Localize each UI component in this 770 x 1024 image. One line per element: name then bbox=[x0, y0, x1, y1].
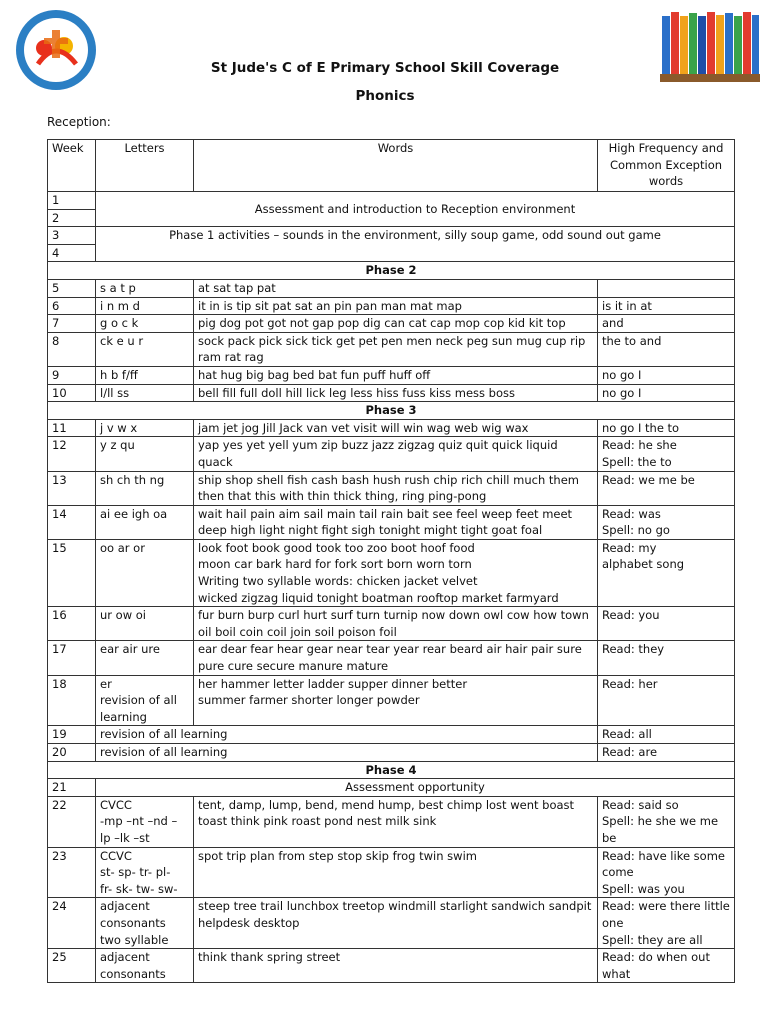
week-cell: 2 bbox=[48, 209, 96, 227]
words-cell: jam jet jog Jill Jack van vet visit will win wag web wig wax bbox=[194, 419, 598, 437]
week-cell: 12 bbox=[48, 437, 96, 471]
week-cell: 18 bbox=[48, 675, 96, 726]
words-cell: tent, damp, lump, bend, mend hump, best chimp lost went boast toast think pink roast pond nest milk sink bbox=[194, 796, 598, 847]
hf-words-cell: Read: all bbox=[598, 726, 735, 744]
week-cell: 9 bbox=[48, 366, 96, 384]
hf-words-cell: the to and bbox=[598, 332, 735, 366]
letters-cell: j v w x bbox=[96, 419, 194, 437]
letters-cell: h b f/ff bbox=[96, 366, 194, 384]
phase-2-heading: Phase 2 bbox=[48, 262, 735, 280]
hf-words-cell: and bbox=[598, 315, 735, 333]
words-cell: sock pack pick sick tick get pet pen men neck peg sun mug cup rip ram rat rag bbox=[194, 332, 598, 366]
header-letters: Letters bbox=[96, 140, 194, 192]
phase-heading-row bbox=[48, 761, 735, 779]
table-row bbox=[48, 419, 735, 437]
week-cell: 24 bbox=[48, 898, 96, 949]
table-row bbox=[48, 675, 735, 726]
section-label: Reception: bbox=[47, 115, 111, 129]
phase-3-heading: Phase 3 bbox=[48, 402, 735, 420]
letters-cell: revision of all learning bbox=[96, 744, 598, 762]
letters-cell: s a t p bbox=[96, 279, 194, 297]
table-row bbox=[48, 505, 735, 539]
week-cell: 3 bbox=[48, 227, 96, 245]
table-row bbox=[48, 796, 735, 847]
hf-words-cell: Read: said so Spell: he she we me be bbox=[598, 796, 735, 847]
hf-words-cell: Read: are bbox=[598, 744, 735, 762]
letters-cell: ai ee igh oa bbox=[96, 505, 194, 539]
skill-coverage-table bbox=[47, 139, 735, 983]
letters-cell: sh ch th ng bbox=[96, 471, 194, 505]
table-row bbox=[48, 315, 735, 333]
table-row bbox=[48, 366, 735, 384]
words-cell: fur burn burp curl hurt surf turn turnip now down owl cow how town oil boil coin coil join soil poison foil bbox=[194, 607, 598, 641]
hf-words-cell: Read: my alphabet song bbox=[598, 539, 735, 606]
hf-words-cell: Read: he she Spell: the to bbox=[598, 437, 735, 471]
letters-cell: CVCC -mp –nt –nd – lp –lk –st bbox=[96, 796, 194, 847]
hf-words-cell: Read: was Spell: no go bbox=[598, 505, 735, 539]
table-row bbox=[48, 279, 735, 297]
phase-heading-row bbox=[48, 402, 735, 420]
table-row bbox=[48, 744, 735, 762]
words-cell: at sat tap pat bbox=[194, 279, 598, 297]
table-row bbox=[48, 539, 735, 606]
words-cell: yap yes yet yell yum zip buzz jazz zigzag quiz quit quick liquid quack bbox=[194, 437, 598, 471]
letters-cell: er revision of all learning bbox=[96, 675, 194, 726]
table-row bbox=[48, 949, 735, 983]
week-cell: 20 bbox=[48, 744, 96, 762]
letters-cell: CCVC st- sp- tr- pl- fr- sk- tw- sw- bbox=[96, 847, 194, 898]
letters-cell: adjacent consonants bbox=[96, 949, 194, 983]
words-cell: hat hug big bag bed bat fun puff huff off bbox=[194, 366, 598, 384]
hf-words-cell: Read: do when out what bbox=[598, 949, 735, 983]
header-hf-words: High Frequency and Common Exception words bbox=[598, 140, 735, 192]
letters-cell: i n m d bbox=[96, 297, 194, 315]
week-cell: 19 bbox=[48, 726, 96, 744]
intro-assessment-cell: Assessment and introduction to Reception environment bbox=[96, 192, 735, 227]
hf-words-cell: Read: you bbox=[598, 607, 735, 641]
words-cell: look foot book good took too zoo boot hoof food moon car bark hard for fork sort born worn torn Writing two syllable words: chicken jacket velvet wicked zigzag liquid tonight boatman rooftop market farmyard bbox=[194, 539, 598, 606]
week-cell: 13 bbox=[48, 471, 96, 505]
letters-cell: g o c k bbox=[96, 315, 194, 333]
week-cell: 17 bbox=[48, 641, 96, 675]
phase-heading-row bbox=[48, 262, 735, 280]
table-row bbox=[48, 297, 735, 315]
letters-cell: ur ow oi bbox=[96, 607, 194, 641]
words-cell: wait hail pain aim sail main tail rain bait see feel weep feet meet deep high light night fight sigh tonight might tight goat foal bbox=[194, 505, 598, 539]
week-cell: 6 bbox=[48, 297, 96, 315]
table-row bbox=[48, 847, 735, 898]
document-title: St Jude's C of E Primary School Skill Coverage bbox=[210, 60, 560, 76]
week-cell: 22 bbox=[48, 796, 96, 847]
week-cell: 21 bbox=[48, 779, 96, 797]
words-cell: pig dog pot got not gap pop dig can cat cap mop cop kid kit top bbox=[194, 315, 598, 333]
words-cell: steep tree trail lunchbox treetop windmill starlight sandwich sandpit helpdesk desktop bbox=[194, 898, 598, 949]
hf-words-cell: Read: have like some come Spell: was you bbox=[598, 847, 735, 898]
intro-phase1-cell: Phase 1 activities – sounds in the environment, silly soup game, odd sound out game bbox=[96, 227, 735, 262]
words-cell: ear dear fear hear gear near tear year rear beard air hair pair sure pure cure secure manure mature bbox=[194, 641, 598, 675]
week-cell: 16 bbox=[48, 607, 96, 641]
letters-cell: y z qu bbox=[96, 437, 194, 471]
header-words: Words bbox=[194, 140, 598, 192]
header-week: Week bbox=[48, 140, 96, 192]
hf-words-cell: no go I bbox=[598, 384, 735, 402]
letters-cell: l/ll ss bbox=[96, 384, 194, 402]
hf-words-cell: Read: were there little one Spell: they are all bbox=[598, 898, 735, 949]
week-cell: 5 bbox=[48, 279, 96, 297]
words-cell: think thank spring street bbox=[194, 949, 598, 983]
week-cell: 7 bbox=[48, 315, 96, 333]
document-subject: Phonics bbox=[355, 88, 415, 104]
words-cell: ship shop shell fish cash bash hush rush chip rich chill much them then that this with thin thick thing, ring ping-pong bbox=[194, 471, 598, 505]
table-row bbox=[48, 384, 735, 402]
school-logo bbox=[14, 8, 98, 92]
week-cell: 1 bbox=[48, 192, 96, 210]
letters-cell: ear air ure bbox=[96, 641, 194, 675]
week-cell: 10 bbox=[48, 384, 96, 402]
week-cell: 23 bbox=[48, 847, 96, 898]
table-row bbox=[48, 227, 735, 245]
table-row bbox=[48, 332, 735, 366]
week-cell: 14 bbox=[48, 505, 96, 539]
letters-cell: revision of all learning bbox=[96, 726, 598, 744]
table-row bbox=[48, 471, 735, 505]
table-row bbox=[48, 726, 735, 744]
table-header-row bbox=[48, 140, 735, 192]
week-cell: 8 bbox=[48, 332, 96, 366]
table-row bbox=[48, 898, 735, 949]
week-cell: 25 bbox=[48, 949, 96, 983]
words-cell: spot trip plan from step stop skip frog twin swim bbox=[194, 847, 598, 898]
week-cell: 15 bbox=[48, 539, 96, 606]
table-row bbox=[48, 192, 735, 210]
hf-words-cell: no go I bbox=[598, 366, 735, 384]
letters-cell: ck e u r bbox=[96, 332, 194, 366]
assessment-opportunity-cell: Assessment opportunity bbox=[96, 779, 735, 797]
week-cell: 11 bbox=[48, 419, 96, 437]
phase-4-heading: Phase 4 bbox=[48, 761, 735, 779]
hf-words-cell: Read: her bbox=[598, 675, 735, 726]
letters-cell: adjacent consonants two syllable bbox=[96, 898, 194, 949]
hf-words-cell: is it in at bbox=[598, 297, 735, 315]
table-row bbox=[48, 779, 735, 797]
hf-words-cell bbox=[598, 279, 735, 297]
week-cell: 4 bbox=[48, 244, 96, 262]
table-row bbox=[48, 607, 735, 641]
words-cell: bell fill full doll hill lick leg less hiss fuss kiss mess boss bbox=[194, 384, 598, 402]
letters-cell: oo ar or bbox=[96, 539, 194, 606]
table-body bbox=[48, 192, 735, 983]
words-cell: it in is tip sit pat sat an pin pan man mat map bbox=[194, 297, 598, 315]
table-row bbox=[48, 437, 735, 471]
hf-words-cell: Read: we me be bbox=[598, 471, 735, 505]
hf-words-cell: Read: they bbox=[598, 641, 735, 675]
words-cell: her hammer letter ladder supper dinner better summer farmer shorter longer powder bbox=[194, 675, 598, 726]
hf-words-cell: no go I the to bbox=[598, 419, 735, 437]
table-row bbox=[48, 641, 735, 675]
